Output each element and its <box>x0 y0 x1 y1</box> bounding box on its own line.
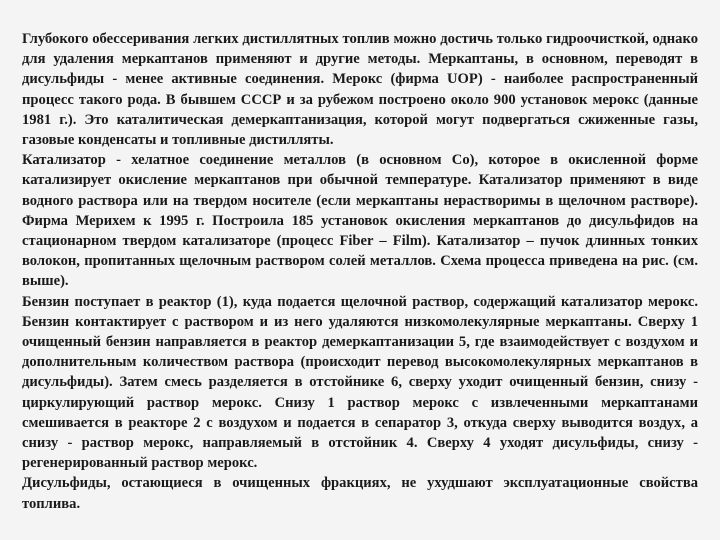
paragraph-catalyst: Катализатор - хелатное соединение металлов (в основном Co), которое в окисленной форме катализирует окисление меркаптанов при обычной температуре. Катализатор применяют в виде водного раствора или на твердом носителе (если меркаптаны нерастворимы в щелочном растворе). Фирма Мерихем к 1995 г. Построила 185 установок окисления меркаптанов до дисульфидов на стационарном твердом катализаторе (процесс Fiber – Film). Катализатор – пучок длинных тонких волокон, пропитанных щелочным раствором солей металлов. Схема процесса приведена на рис. (см. выше). <box>22 152 698 290</box>
paragraph-process: Бензин поступает в реактор (1), куда подается щелочной раствор, содержащий катализатор мерокс. Бензин контактирует с раствором и из него удаляются низкомолекулярные меркаптаны. Сверху 1 очищенный бензин направляется в реактор демеркаптанизации 5, где взаимодействует с воздухом и дополнительным количеством раствора (происходит перевод высокомолекулярных меркаптанов в дисульфиды). Затем смесь разделяется в отстойнике 6, сверху уходит очищенный бензин, снизу - циркулирующий раствор мерокс. Снизу 1 раствор мерокс с извлеченными меркаптанами смешивается в реакторе 2 с воздухом и подается в сепаратор 3, откуда сверху выводится воздух, а снизу - раствор мерокс, направляемый в отстойник 4. Сверху 4 уходят дисульфиды, снизу - регенерированный раствор мерокс. <box>22 293 698 472</box>
paragraph-disulfides: Дисульфиды, остающиеся в очищенных фракциях, не ухудшают эксплуатационные свойства топлива. <box>22 475 698 512</box>
paragraph-intro: Глубокого обессеривания легких дистиллятных топлив можно достичь только гидроочисткой, однако для удаления меркаптанов применяют и другие методы. Меркаптаны, в основном, переводят в дисульфиды - менее активные соединения. Мерокс (фирма UOP) - наиболее распространенный процесс такого рода. В бывшем СССР и за рубежом построено около 900 установок мерокс (данные 1981 г.). Это каталитическая демеркаптанизация, которой могут подвергаться сжиженные газы, газовые конденсаты и топливные дистилляты. <box>22 31 698 149</box>
